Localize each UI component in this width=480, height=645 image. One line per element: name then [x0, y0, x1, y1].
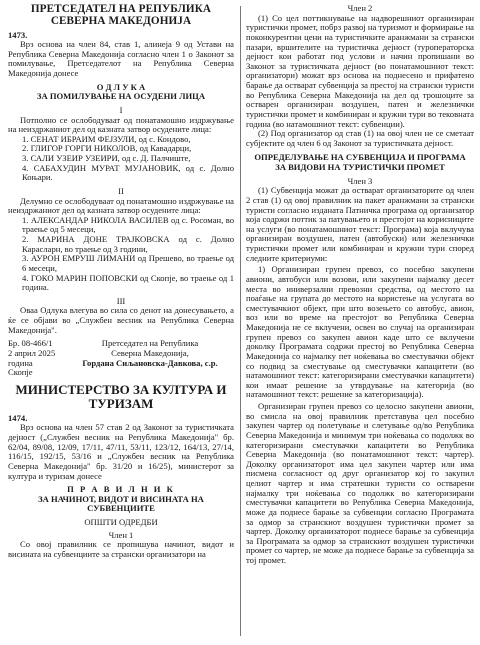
signature-right	[66, 339, 234, 378]
signature-block	[8, 339, 234, 378]
list-item: 2. МАРИНА ДОНЕ ТРАЈКОВСКА од с. Долно Карасларн, во траење од 3 години,	[22, 234, 234, 254]
rulebook-title: П Р А В И Л Н И К	[67, 484, 175, 495]
list-item: 4. ГОКО МАРИН ПОПОВСКИ од Скопје, во траење од 1 година.	[22, 272, 234, 293]
subsidy-section-heading-line2: ЗА ВИДОВИ НА ТУРИСТИЧКИ ПРОМЕТ	[275, 162, 445, 172]
article-1-heading: Член 1	[108, 529, 134, 540]
section-2-number: II	[118, 185, 124, 196]
article-3-heading: Член 3	[347, 175, 373, 186]
list-item: 3. САЛИ УЗЕИР УЗЕИРИ, од с. Д. Палчиште,	[22, 153, 191, 163]
ministry-heading	[8, 383, 234, 411]
rulebook-subtitle-line2: СУБВЕНЦИИТЕ	[87, 503, 155, 514]
left-column	[8, 4, 234, 560]
president-heading-line2: СЕВЕРНА МАКЕДОНИЈА	[50, 14, 192, 27]
section-1-intro: Потполно се ослободуваат од понатамошно издржување на неиздржаниот дел од казната затвор осудените лица:	[8, 114, 234, 135]
rulebook-preamble: Врз основа на член 57 став 2 од Законот за туристичката дејност („Службен весник на Република Македонија" бр. 62/04, 89/08, 12/09, 17/11, 47/11, 53/11, 123/12, 164/13, 27/14, 116/15, 192/15, 53/16 и „Службен весник на Република Северна Македонија" бр. 31/20 и 16/25), министерот за култура и туризам донесе	[8, 422, 234, 481]
section-3-number: III	[116, 295, 126, 306]
list-item: 2. ГЛИГОР ГОРГИ НИКОЛОВ, од Кавадарци,	[22, 143, 192, 154]
signature-number: Бр. 08-466/1	[8, 338, 53, 349]
section-3-text: Оваа Одлука влегува во сила со денот на донесувањето, а ќе се објави во „Службен весник на Република Северна Македонија".	[8, 305, 234, 335]
general-provisions-heading: ОПШТИ ОДРЕДБИ	[84, 517, 158, 528]
list-item: 1. АЛЕКСАНДАР НИКОЛА ВАСИЛЕВ од с. Росоман, во траење од 5 месеци,	[22, 214, 234, 235]
signature-date: 2 април 2025 година	[8, 347, 56, 368]
list-item: 4. САБАХУДИН МУРАТ МУЈАНОВИК, од с. Долно Коњари.	[22, 162, 234, 183]
ministry-heading-line1: МИНИСТЕРСТВО ЗА КУЛТУРА И	[15, 381, 227, 397]
rulebook-subtitle	[8, 495, 234, 514]
signatory-name: Гордана Сиљановска-Давкова, с.р.	[82, 357, 218, 368]
decision-preamble: Врз основа на член 84, став 1, алинеја 9 од Устави на Република Северна Македонија согласно член 1 о Законот за помилување, Претседателот на Република Северна Македонија донесе	[8, 39, 234, 78]
section-2-list	[8, 216, 234, 293]
president-heading	[8, 4, 234, 28]
decision-title: О Д Л У К А	[96, 81, 146, 92]
act-number-1474: 1474.	[8, 412, 28, 423]
section-1-list	[8, 135, 234, 183]
article-3-paragraph-1: (1) Субвенција можат да остварат организаторите од член 2 став (1) од овој правилник на пакет аранжмани за странски туристи согласно изданата Патничка програма од организатор која содржи поттик за патувањето и престојот на корисниците на услуги (во понатамошниот текст: Програма) која вклучува организиран воздушен, патен (автобуски) или железнички туристички промет или комбиниран и кружни тури според следните критериуми:	[246, 185, 474, 263]
article-2-paragraph-2: (2) Под организатор од став (1) на овој член не се сметаат субјектите од член 6 од Законот за туристичката дејност.	[246, 128, 474, 148]
column-divider	[240, 6, 241, 636]
right-column	[246, 4, 474, 566]
signature-left	[8, 339, 66, 378]
subsidy-section-heading-line1: ОПРЕДЕЛУВАЊЕ НА СУБВЕНЦИЈА И ПРОГРАМА	[254, 152, 466, 163]
president-heading-line1: ПРЕТСЕДАТЕЛ НА РЕПУБЛИКА	[30, 3, 212, 15]
signature-role-1: Претседател на Република	[101, 338, 199, 349]
article-2-paragraph-1: (1) Со цел поттикнување на надворешниот организиран туристички промет, побрз развој на туризмот и формирање на поконкурентни цени на туристичките аранжмани за странски пазари, вршителите на туристичка дејност (туроператорска дејност кои работат под услови и начин пропишани во Законот за туристичката дејност (во понатамошниот текст: организатори) можат врз основа на поднесено и прифатено барање да остварат субвенција за престој на странски туристи во Република Северна Македонија на дел од трошоците за остварен организиран воздушен, патен и железнички туристички промет и комбиниран и кружни тури во тековната година (во натамошниот текст: субвенции).	[246, 12, 474, 129]
subsidy-section-heading	[246, 153, 474, 172]
article-3-paragraph-2: 1) Организиран групен превоз, со посебно закупени авиони, автобуси или возови, или закупени најмалку десет места во иниверзални превозни средства, од местото на поаѓање на групата до местото на користење на услугата во сместувачкиот објект, при што возењето со автобус, авион, воз или во време на престојот во Република Северна Македонија не се вклучени, освен во случај на организиран групен превоз со закупен авион каде што се вклучени доколку Програмата содржи престој во Република Северна Македонија со најмалку пет ноќевања во сместувачки објект со подвид за сместување од сместувачки капацитети (во натамошниот текст: категоризирани сместувачки капацитети) кои имаат решение за утврдување на категорија (во натамошниот текст: решение за категоризација).	[246, 264, 474, 400]
article-1-text: Со овој правилник се пропишува начинот, видот и висината на субвенциите за странски организатори на	[8, 539, 234, 559]
rulebook-subtitle-line1: ЗА НАЧИНОТ, ВИДОТ И ВИСИНАТА НА	[38, 493, 204, 504]
ministry-heading-line2: ТУРИЗАМ	[88, 395, 154, 411]
decision-subtitle: ЗА ПОМИЛУВАЊЕ НА ОСУДЕНИ ЛИЦА	[36, 91, 206, 102]
article-3-paragraph-3: Организиран групен превоз со целосно закупени авиони, во смисла на овој правилник претставува цел посебно закупен чартер од полетување и слетување од/во Република Северна Македонија и минимум три ноќевања со подолжк во категоризирани сместувачки капацитети во Република Северна Македонија (во понатамошниот текст: чартер). Доколку организаторот има цел закупен чартер или има писмена согласност од друг организатор кој го закупил целиот чартер и има стратешки туристи со остварени најмалку три ноќевања со подолжк во категоризирани сместувачки капацитети во Република Северна Македонија, може да поднесе барање за субвенции согласно Програмата за одмор за странскиот воздушен туристички промет за чартер. Доколку организаторот поднесе барање за субвенција за Програмата за одмор за странскиот воздушен туристички промет со чартер, не може да поднесе барање за субвенција за тој промет.	[246, 401, 474, 565]
article-2-heading: Член 2	[347, 3, 373, 13]
signature-role-2: Северна Македонија,	[111, 347, 189, 358]
list-item: 1. СЕНАТ ИБРАИМ ФЕЈЗУЛИ, од с. Кондово,	[22, 133, 191, 144]
signature-place: Скопје	[8, 367, 33, 378]
section-2-intro: Делумно се ослободуваат од понатамошно издржување на неиздржаниот дел од казната затвор осудените лица:	[8, 195, 234, 216]
list-item: 3. АУРОН ЕМРУШ ЛИМАНИ од Прешево, во траење од 6 месеци,	[22, 253, 234, 273]
section-1-number: I	[119, 104, 123, 115]
act-number-1473: 1473.	[8, 29, 28, 40]
